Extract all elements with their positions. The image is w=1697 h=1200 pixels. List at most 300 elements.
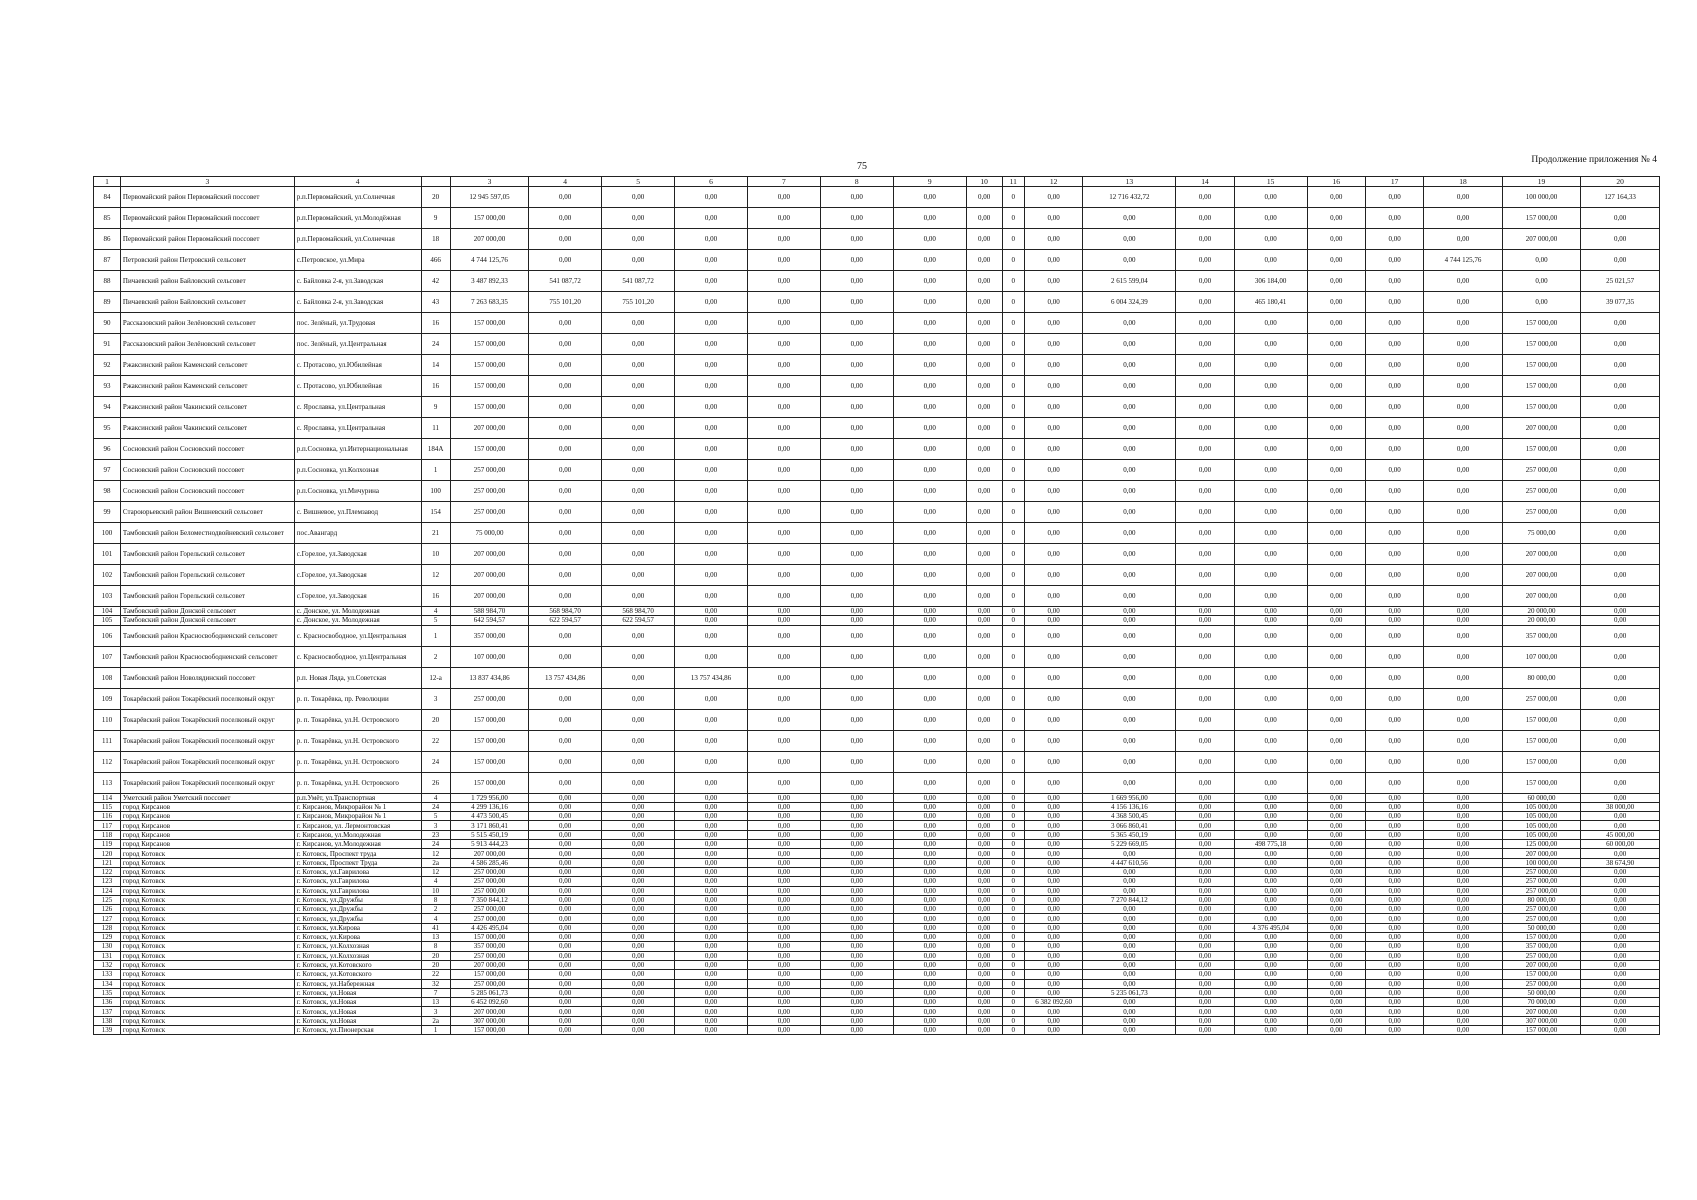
table-cell: Тамбовский район Донской сельсовет <box>120 616 294 625</box>
table-cell: 0,00 <box>747 988 820 997</box>
table-cell: 357 000,00 <box>1502 942 1581 951</box>
table-cell: 0,00 <box>1083 607 1176 616</box>
table-cell: 0,00 <box>529 830 602 839</box>
table-cell: 0 <box>1002 688 1024 709</box>
table-cell: 0,00 <box>602 625 675 646</box>
table-cell: 0 <box>1002 187 1024 208</box>
table-cell: Тамбовский район Донской сельсовет <box>120 607 294 616</box>
table-cell: 0,00 <box>893 355 966 376</box>
table-cell: 0,00 <box>529 1026 602 1035</box>
table-cell: 0,00 <box>675 895 748 904</box>
table-cell: 119 <box>94 840 121 849</box>
table-cell: 0,00 <box>747 979 820 988</box>
table-cell: 0 <box>1002 751 1024 772</box>
table-cell: 60 000,00 <box>1581 840 1660 849</box>
table-cell: 207 000,00 <box>1502 960 1581 969</box>
table-cell: 0,00 <box>747 821 820 830</box>
table-cell: 157 000,00 <box>450 970 529 979</box>
table-cell: 0,00 <box>820 821 893 830</box>
table-row <box>94 905 1660 914</box>
table-cell: 0,00 <box>529 821 602 830</box>
table-cell: 0,00 <box>820 313 893 334</box>
table-cell: 80 000,00 <box>1502 895 1581 904</box>
table-cell: 257 000,00 <box>450 951 529 960</box>
table-cell: 0 <box>1002 646 1024 667</box>
table-cell: г. Котовск, ул.Новая <box>294 1007 421 1016</box>
table-cell: 130 <box>94 942 121 951</box>
table-cell: 0,00 <box>1307 812 1365 821</box>
table-cell: 0,00 <box>1581 914 1660 923</box>
table-cell: 89 <box>94 292 121 313</box>
table-cell: 0,00 <box>1424 667 1503 688</box>
table-cell: 0,00 <box>893 376 966 397</box>
table-cell: 0,00 <box>1424 544 1503 565</box>
table-cell: 0,00 <box>1024 802 1082 811</box>
table-cell: 0,00 <box>1581 523 1660 544</box>
table-cell: 0,00 <box>602 229 675 250</box>
table-cell: 207 000,00 <box>1502 544 1581 565</box>
column-header: 19 <box>1502 177 1581 187</box>
table-cell: город Котовск <box>120 979 294 988</box>
table-cell: 0,00 <box>1307 923 1365 932</box>
table-row <box>94 271 1660 292</box>
table-cell: 0,00 <box>675 208 748 229</box>
table-cell: 0,00 <box>1424 988 1503 997</box>
table-cell: 0,00 <box>1024 397 1082 418</box>
table-cell: 0,00 <box>675 481 748 502</box>
table-cell: 157 000,00 <box>1502 313 1581 334</box>
table-cell: 0,00 <box>1234 751 1307 772</box>
table-cell: 20 <box>421 960 450 969</box>
table-cell: 0,00 <box>602 460 675 481</box>
table-cell: 0,00 <box>1024 979 1082 988</box>
table-cell: 0,00 <box>1307 877 1365 886</box>
table-cell: 0,00 <box>675 867 748 876</box>
table-cell: 0,00 <box>966 730 1002 751</box>
table-cell: с. Донское, ул. Молодежная <box>294 607 421 616</box>
table-cell: 0,00 <box>1176 313 1234 334</box>
table-cell: 0,00 <box>1307 460 1365 481</box>
table-cell: 0,00 <box>1502 250 1581 271</box>
table-cell: 0 <box>1002 942 1024 951</box>
table-cell: 0,00 <box>893 667 966 688</box>
table-cell: 42 <box>421 271 450 292</box>
table-cell: 0,00 <box>966 250 1002 271</box>
table-cell: 0,00 <box>1365 544 1423 565</box>
table-cell: 0,00 <box>1581 502 1660 523</box>
table-cell: 120 <box>94 849 121 858</box>
table-cell: 0,00 <box>1307 292 1365 313</box>
table-cell: 125 <box>94 895 121 904</box>
table-cell: 0,00 <box>602 895 675 904</box>
table-cell: 0,00 <box>1365 292 1423 313</box>
table-cell: 0,00 <box>820 988 893 997</box>
table-row <box>94 923 1660 932</box>
table-cell: 0,00 <box>675 292 748 313</box>
table-cell: 0,00 <box>1581 960 1660 969</box>
table-cell: 157 000,00 <box>450 376 529 397</box>
table-cell: 0,00 <box>1365 877 1423 886</box>
table-cell: город Котовск <box>120 849 294 858</box>
table-cell: 0,00 <box>1365 481 1423 502</box>
table-cell: 0,00 <box>820 544 893 565</box>
table-cell: 4 299 136,16 <box>450 802 529 811</box>
table-cell: 0,00 <box>747 1016 820 1025</box>
table-cell: 0,00 <box>1176 951 1234 960</box>
table-cell: 0,00 <box>893 772 966 793</box>
table-cell: 0,00 <box>893 970 966 979</box>
table-cell: с. Донское, ул. Молодежная <box>294 616 421 625</box>
table-cell: 123 <box>94 877 121 886</box>
table-cell: 0,00 <box>602 250 675 271</box>
table-cell: 0 <box>1002 502 1024 523</box>
table-cell: 0 <box>1002 960 1024 969</box>
table-cell: 0,00 <box>1424 355 1503 376</box>
table-cell: 0,00 <box>1234 646 1307 667</box>
table-cell: 755 101,20 <box>602 292 675 313</box>
table-cell: 0,00 <box>893 998 966 1007</box>
table-cell: 4 <box>421 607 450 616</box>
table-cell: 0,00 <box>602 502 675 523</box>
table-cell: 0,00 <box>1234 998 1307 1007</box>
page-number: 75 <box>857 161 867 172</box>
table-cell: 541 087,72 <box>529 271 602 292</box>
table-cell: 0,00 <box>1424 812 1503 821</box>
table-cell: 0,00 <box>529 418 602 439</box>
table-cell: 0,00 <box>1024 418 1082 439</box>
table-cell: 0 <box>1002 730 1024 751</box>
table-cell: 0,00 <box>675 334 748 355</box>
table-cell: 0,00 <box>966 397 1002 418</box>
table-cell: 0,00 <box>1307 334 1365 355</box>
table-cell: 0,00 <box>820 886 893 895</box>
table-cell: 0,00 <box>966 988 1002 997</box>
table-cell: р.п. Новая Ляда, ул.Советская <box>294 667 421 688</box>
table-row <box>94 616 1660 625</box>
table-cell: с.Горелое, ул.Заводская <box>294 565 421 586</box>
table-cell: 157 000,00 <box>450 730 529 751</box>
table-cell: 0,00 <box>1083 439 1176 460</box>
table-cell: 0,00 <box>1424 793 1503 802</box>
table-row <box>94 988 1660 997</box>
table-cell: 0,00 <box>1365 970 1423 979</box>
table-cell: 257 000,00 <box>1502 688 1581 709</box>
table-cell: 0,00 <box>1365 830 1423 839</box>
table-cell: 0,00 <box>893 565 966 586</box>
table-cell: 0,00 <box>820 951 893 960</box>
table-row <box>94 886 1660 895</box>
table-cell: 207 000,00 <box>450 849 529 858</box>
table-cell: 0,00 <box>1083 914 1176 923</box>
table-cell: 133 <box>94 970 121 979</box>
table-cell: 0,00 <box>747 793 820 802</box>
table-cell: 6 382 092,60 <box>1024 998 1082 1007</box>
table-cell: 139 <box>94 1026 121 1035</box>
table-cell: р.п.Первомайский, ул.Солнечная <box>294 187 421 208</box>
table-cell: 0,00 <box>529 688 602 709</box>
table-cell: 0,00 <box>1424 460 1503 481</box>
table-cell: 0,00 <box>1581 418 1660 439</box>
table-cell: 0,00 <box>675 565 748 586</box>
table-cell: 0 <box>1002 867 1024 876</box>
table-cell: 0,00 <box>1365 730 1423 751</box>
table-cell: 568 984,70 <box>529 607 602 616</box>
table-cell: 0,00 <box>820 867 893 876</box>
table-cell: с.Горелое, ул.Заводская <box>294 544 421 565</box>
table-cell: 0,00 <box>820 250 893 271</box>
column-header: 3 <box>120 177 294 187</box>
table-cell: 157 000,00 <box>450 313 529 334</box>
table-cell: 207 000,00 <box>450 229 529 250</box>
table-cell: 0,00 <box>1581 772 1660 793</box>
table-cell: 0,00 <box>1176 709 1234 730</box>
table-cell: 0,00 <box>820 271 893 292</box>
table-cell: 0,00 <box>820 877 893 886</box>
table-cell: 0,00 <box>1365 1007 1423 1016</box>
table-cell: 0,00 <box>1024 1026 1082 1035</box>
table-cell: 0,00 <box>602 688 675 709</box>
table-cell: Пичаевский район Байловский сельсовет <box>120 292 294 313</box>
table-cell: 0,00 <box>1365 439 1423 460</box>
table-cell: 85 <box>94 208 121 229</box>
table-cell: 0 <box>1002 1016 1024 1025</box>
table-cell: 32 <box>421 979 450 988</box>
table-cell: 20 000,00 <box>1502 616 1581 625</box>
table-cell: 157 000,00 <box>450 355 529 376</box>
table-cell: 0,00 <box>820 418 893 439</box>
table-cell: 0 <box>1002 709 1024 730</box>
table-cell: 0,00 <box>602 523 675 544</box>
table-cell: 257 000,00 <box>450 914 529 923</box>
table-cell: 0,00 <box>1176 979 1234 988</box>
table-cell: 0,00 <box>747 840 820 849</box>
table-cell: 0 <box>1002 1007 1024 1016</box>
table-cell: 114 <box>94 793 121 802</box>
table-cell: 13 <box>421 998 450 1007</box>
table-cell: 257 000,00 <box>450 867 529 876</box>
table-cell: 0,00 <box>820 607 893 616</box>
table-cell: 0,00 <box>1365 979 1423 988</box>
table-cell: с. Байловка 2-я, ул.Заводская <box>294 292 421 313</box>
table-cell: 0,00 <box>1234 565 1307 586</box>
table-cell: Тамбовский район Новолядинский поссовет <box>120 667 294 688</box>
table-cell: 0,00 <box>747 730 820 751</box>
column-header: 9 <box>893 177 966 187</box>
table-cell: 0,00 <box>529 914 602 923</box>
table-cell: 0,00 <box>1307 914 1365 923</box>
table-cell: р. п. Токарёвка, ул.Н. Островского <box>294 709 421 730</box>
table-cell: 0,00 <box>893 951 966 960</box>
table-cell: 0 <box>1002 208 1024 229</box>
table-cell: р. п. Токарёвка, ул.Н. Островского <box>294 730 421 751</box>
table-cell: 0,00 <box>602 1016 675 1025</box>
table-cell: 0,00 <box>1024 970 1082 979</box>
table-cell: 0,00 <box>1581 208 1660 229</box>
table-cell: 115 <box>94 802 121 811</box>
table-cell: 14 <box>421 355 450 376</box>
table-cell: 0,00 <box>1176 334 1234 355</box>
table-cell: 0,00 <box>529 895 602 904</box>
table-cell: 0,00 <box>1176 905 1234 914</box>
table-cell: 0,00 <box>1083 334 1176 355</box>
table-cell: 0,00 <box>1234 812 1307 821</box>
table-cell: 0,00 <box>1176 376 1234 397</box>
table-cell: 0,00 <box>747 1026 820 1035</box>
table-cell: 0,00 <box>1581 250 1660 271</box>
table-cell: 0,00 <box>966 960 1002 969</box>
table-cell: р. п. Токарёвка, пр. Революции <box>294 688 421 709</box>
table-cell: 0,00 <box>1365 229 1423 250</box>
table-cell: 0,00 <box>1083 772 1176 793</box>
table-cell: 0,00 <box>1581 688 1660 709</box>
table-cell: 12-а <box>421 667 450 688</box>
table-cell: 0,00 <box>1307 772 1365 793</box>
table-cell: 0,00 <box>1083 397 1176 418</box>
table-cell: 0,00 <box>966 933 1002 942</box>
table-cell: город Котовск <box>120 867 294 876</box>
column-header: 18 <box>1424 177 1503 187</box>
table-cell: 105 000,00 <box>1502 812 1581 821</box>
column-header: 5 <box>602 177 675 187</box>
table-cell: 257 000,00 <box>450 886 529 895</box>
table-cell: 0,00 <box>529 960 602 969</box>
table-cell: 0,00 <box>675 625 748 646</box>
table-cell: 0,00 <box>1176 914 1234 923</box>
table-cell: 0,00 <box>1024 334 1082 355</box>
table-cell: 136 <box>94 998 121 1007</box>
table-cell: 0,00 <box>966 858 1002 867</box>
table-cell: г. Котовск, ул.Кирова <box>294 923 421 932</box>
table-cell: 0 <box>1002 923 1024 932</box>
table-cell: 41 <box>421 923 450 932</box>
table-cell: 0,00 <box>1365 688 1423 709</box>
table-cell: 0,00 <box>820 616 893 625</box>
table-cell: 13 <box>421 933 450 942</box>
table-cell: 0,00 <box>602 793 675 802</box>
table-cell: 0,00 <box>1307 830 1365 839</box>
table-cell: 0,00 <box>1083 933 1176 942</box>
table-cell: р. п. Токарёвка, ул.Н. Островского <box>294 772 421 793</box>
table-cell: 0,00 <box>1424 895 1503 904</box>
table-cell: 0,00 <box>529 998 602 1007</box>
table-cell: Уметский район Уметский поссовет <box>120 793 294 802</box>
table-cell: 0,00 <box>1307 616 1365 625</box>
table-cell: 0,00 <box>1083 355 1176 376</box>
table-row <box>94 586 1660 607</box>
table-cell: 0,00 <box>1581 313 1660 334</box>
table-cell: 11 <box>421 418 450 439</box>
table-cell: 0,00 <box>1307 821 1365 830</box>
table-cell: 0,00 <box>1581 812 1660 821</box>
table-cell: 9 <box>421 208 450 229</box>
table-cell: 0,00 <box>820 565 893 586</box>
table-cell: 0,00 <box>1424 751 1503 772</box>
table-cell: 0,00 <box>1176 418 1234 439</box>
table-cell: 0,00 <box>1024 886 1082 895</box>
table-cell: 0,00 <box>1083 208 1176 229</box>
table-cell: 0,00 <box>602 858 675 867</box>
table-cell: 0,00 <box>893 933 966 942</box>
table-cell: 0,00 <box>1176 830 1234 839</box>
table-cell: 0 <box>1002 667 1024 688</box>
table-cell: 22 <box>421 730 450 751</box>
table-cell: 0,00 <box>529 751 602 772</box>
table-cell: 0,00 <box>966 667 1002 688</box>
table-cell: 0,00 <box>1176 793 1234 802</box>
table-cell: 0,00 <box>1234 418 1307 439</box>
table-cell: 0,00 <box>1234 988 1307 997</box>
table-cell: город Котовск <box>120 895 294 904</box>
table-cell: 257 000,00 <box>450 905 529 914</box>
table-cell: 0,00 <box>1365 1026 1423 1035</box>
table-cell: 0,00 <box>820 292 893 313</box>
table-cell: 0,00 <box>1365 772 1423 793</box>
table-cell: 0,00 <box>1176 751 1234 772</box>
table-cell: 0,00 <box>1424 187 1503 208</box>
table-cell: 0,00 <box>747 951 820 960</box>
table-cell: 45 000,00 <box>1581 830 1660 839</box>
table-cell: 0,00 <box>1581 821 1660 830</box>
table-cell: 0,00 <box>1176 355 1234 376</box>
table-cell: 0,00 <box>602 565 675 586</box>
table-cell: 39 077,35 <box>1581 292 1660 313</box>
table-cell: г. Котовск, ул.Гаврилова <box>294 867 421 876</box>
table-cell: город Котовск <box>120 960 294 969</box>
table-cell: 0 <box>1002 229 1024 250</box>
table-cell: 0,00 <box>1581 895 1660 904</box>
table-cell: 87 <box>94 250 121 271</box>
table-cell: 0,00 <box>675 271 748 292</box>
table-cell: 0,00 <box>1234 914 1307 923</box>
table-cell: Сосновский район Сосновский поссовет <box>120 481 294 502</box>
table-cell: 541 087,72 <box>602 271 675 292</box>
table-cell: 157 000,00 <box>1502 751 1581 772</box>
table-cell: 0,00 <box>966 914 1002 923</box>
table-cell: 0,00 <box>529 988 602 997</box>
table-cell: 12 <box>421 565 450 586</box>
table-cell: город Кирсанов <box>120 802 294 811</box>
table-cell: 0,00 <box>602 397 675 418</box>
table-cell: 0 <box>1002 418 1024 439</box>
table-row <box>94 895 1660 904</box>
table-cell: 94 <box>94 397 121 418</box>
table-cell: 2 <box>421 646 450 667</box>
table-cell: 0,00 <box>747 187 820 208</box>
table-cell: 0,00 <box>1424 867 1503 876</box>
table-row <box>94 565 1660 586</box>
table-cell: 0,00 <box>893 1016 966 1025</box>
table-cell: г. Котовск, ул.Новая <box>294 998 421 1007</box>
table-cell: 0,00 <box>1365 460 1423 481</box>
table-cell: 0,00 <box>1083 481 1176 502</box>
table-cell: Ржаксинский район Чакинский сельсовет <box>120 397 294 418</box>
table-cell: 0,00 <box>1307 646 1365 667</box>
table-cell: 0,00 <box>747 439 820 460</box>
table-cell: 0,00 <box>1307 667 1365 688</box>
table-cell: 0,00 <box>966 970 1002 979</box>
table-cell: 0,00 <box>529 849 602 858</box>
table-cell: 0,00 <box>893 544 966 565</box>
table-cell: 0,00 <box>602 313 675 334</box>
table-cell: 0,00 <box>1307 970 1365 979</box>
table-cell: Токарёвский район Токарёвский поселковый округ <box>120 772 294 793</box>
table-cell: 0,00 <box>1365 914 1423 923</box>
table-cell: 18 <box>421 229 450 250</box>
table-cell: 0,00 <box>1581 1026 1660 1035</box>
table-cell: 0,00 <box>1365 355 1423 376</box>
column-header: 6 <box>675 177 748 187</box>
table-cell: 0 <box>1002 271 1024 292</box>
